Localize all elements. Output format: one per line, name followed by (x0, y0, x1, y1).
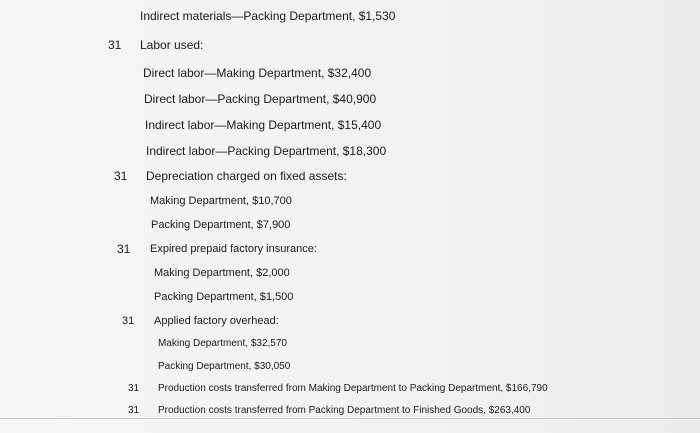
entry-date: 31 (114, 169, 128, 183)
entry-text: Making Department, $10,700 (150, 195, 292, 207)
entry-text: Indirect labor—Making Department, $15,400 (145, 118, 382, 132)
entry-text: Direct labor—Making Department, $32,400 (143, 66, 372, 80)
entry-text: Direct labor—Packing Department, $40,900 (144, 92, 377, 106)
entry-text: Production costs transferred from Making Department to Packing Department, $166,790 (158, 383, 548, 394)
entry-date: 31 (122, 315, 135, 327)
entry-text: Production costs transferred from Packing Department to Finished Goods, $263,400 (158, 405, 531, 416)
entry-text: Labor used: (140, 38, 204, 52)
entry-text: Packing Department, $30,050 (158, 361, 291, 372)
entry-text: Indirect labor—Packing Department, $18,300 (146, 144, 387, 158)
entry-date: 31 (108, 38, 122, 52)
entry-text: Making Department, $2,000 (154, 267, 290, 279)
entry-text: Depreciation charged on fixed assets: (146, 169, 347, 183)
bottom-divider (0, 418, 700, 419)
entry-date: 31 (128, 383, 140, 394)
entry-date: 31 (117, 242, 131, 256)
entry-text: Packing Department, $1,500 (154, 291, 294, 303)
entry-text: Packing Department, $7,900 (151, 219, 291, 231)
entry-text: Indirect materials—Packing Department, $1,530 (140, 9, 396, 23)
entry-date: 31 (128, 405, 140, 416)
entry-text: Applied factory overhead: (154, 315, 279, 327)
entry-text: Making Department, $32,570 (158, 338, 287, 349)
entry-text: Expired prepaid factory insurance: (150, 243, 317, 255)
